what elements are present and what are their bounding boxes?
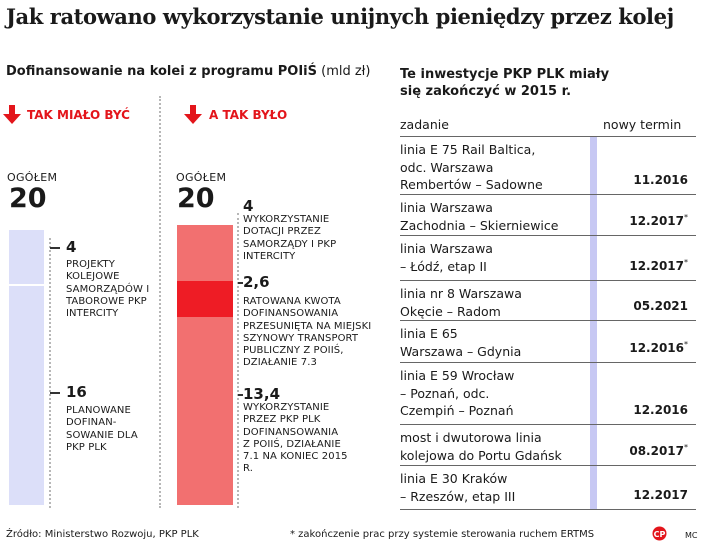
row-divider [400, 320, 696, 321]
chart1-bracket-line [49, 238, 51, 508]
table-title-line1: Te inwestycje PKP PLK miały [400, 67, 610, 82]
chart2-seg1-label: WYKORZYSTANIE DOTACJI PRZEZ SAMORZĄDY I PKP INTERCITY [243, 214, 337, 262]
row-divider [400, 235, 696, 236]
table-title [400, 66, 609, 100]
table-row-task [400, 141, 600, 194]
table-row-task [400, 199, 600, 234]
task-text-line: Okęcie – Radom [400, 303, 501, 319]
column-separator [159, 96, 161, 508]
chart2-seg3-pointer [238, 394, 243, 396]
term-value: 08.2017 [629, 444, 684, 458]
down-arrow-icon [2, 105, 22, 125]
task-text-line: Czempiń – Poznań [400, 403, 514, 418]
page-title: Jak ratowano wykorzystanie unijnych pieniędzy przez kolej [6, 4, 674, 29]
chart2-seg3-value: 13,4 [243, 385, 281, 403]
chart2-stacked-bar [177, 225, 233, 505]
term-value: 12.2017 [633, 488, 688, 502]
chart2-bar-segment [177, 317, 233, 505]
table-row-term [633, 487, 688, 502]
chart2-bar-segment [177, 225, 233, 281]
task-text-line: linia E 65 [400, 326, 458, 341]
chart1-bar-segment [9, 285, 44, 505]
term-footnote-mark: * [684, 213, 688, 222]
chart1-seg1-label: PROJEKTY KOLEJOWE SAMORZĄDÓW I TABOROWE PKP INTERCITY [66, 259, 150, 320]
task-text-line: odc. Warszawa [400, 159, 494, 175]
author-credit: MC [685, 531, 698, 540]
chart1-segment-divider [9, 284, 44, 286]
footnote: * zakończenie prac przy systemie sterowania ruchem ERTMS [290, 529, 595, 540]
term-footnote-mark: * [684, 258, 688, 267]
table-row-task [400, 285, 600, 320]
chart1-seg1-pointer [50, 247, 60, 249]
chart1-header: TAK MIAŁO BYĆ [27, 108, 130, 122]
chart1-seg2-pointer [50, 392, 60, 394]
term-value: 12.2016 [629, 341, 684, 355]
term-footnote-mark: * [684, 340, 688, 349]
chart2-total-value: 20 [177, 183, 215, 214]
task-text-line: linia E 75 Rail Baltica, [400, 142, 536, 157]
subtitle-unit: (mld zł) [321, 64, 371, 79]
table-row-task [400, 470, 600, 505]
table-row-term [633, 402, 688, 417]
chart1-seg1-value: 4 [66, 238, 77, 256]
table-row-task [400, 325, 600, 360]
table-row-task [400, 367, 600, 420]
chart2-seg2-label: RATOWANA KWOTA DOFINANSOWANIA PRZESUNIĘTA NA MIEJSKI SZYNOWY TRANSPORT PUBLICZNY Z POIIŚ, DZIAŁANIE 7.3 [243, 296, 372, 369]
term-footnote-mark: * [684, 443, 688, 452]
chart2-seg3-label: WYKORZYSTANIE PRZEZ PKP PLK DOFINANSOWANIA Z POIIŚ, DZIAŁANIE 7.1 NA KONIEC 2015 R. [243, 402, 348, 475]
chart2-seg1-value: 4 [243, 197, 254, 215]
task-text-line: linia Warszawa [400, 200, 493, 215]
chart2-seg2-pointer [238, 282, 243, 284]
chart2-header: A TAK BYŁO [209, 108, 288, 122]
source-note: Źródło: Ministerstwo Rozwoju, PKP PLK [6, 529, 199, 540]
task-text-line: most i dwutorowa linia [400, 430, 542, 445]
table-row-task [400, 240, 600, 275]
task-text-line: Warszawa – Gdynia [400, 343, 522, 359]
chart1-seg2-value: 16 [66, 383, 87, 401]
term-value: 05.2021 [633, 299, 688, 313]
task-text-line: linia nr 8 Warszawa [400, 286, 522, 301]
subtitle-main: Dofinansowanie na kolei z programu POIiŚ [6, 64, 317, 79]
row-divider [400, 362, 696, 363]
task-text-line: linia E 30 Kraków [400, 471, 508, 486]
chart2-bracket-line [237, 213, 239, 508]
chart2-seg2-value: 2,6 [243, 273, 270, 291]
publisher-logo-text: CP [653, 530, 666, 539]
task-text-line: Zachodnia – Skierniewice [400, 217, 559, 233]
row-divider [400, 280, 696, 281]
task-text-line: – Poznań, odc. [400, 385, 490, 401]
chart1-seg2-label: PLANOWANE DOFINAN-SOWANIE DLA PKP PLK [66, 405, 138, 453]
table-row-term [629, 213, 688, 228]
down-arrow-icon [183, 105, 203, 125]
term-value: 11.2016 [633, 173, 688, 187]
chart1-total-label: OGÓŁEM [7, 171, 58, 184]
row-divider [400, 465, 696, 466]
table-row-term [629, 443, 688, 458]
chart1-bar-segment [9, 230, 44, 285]
chart2-bar-segment [177, 281, 233, 317]
chart1-total-value: 20 [9, 183, 47, 214]
chart2-total-label: OGÓŁEM [176, 171, 227, 184]
row-divider [400, 136, 696, 137]
table-row-term [633, 172, 688, 187]
row-divider [400, 194, 696, 195]
chart-subtitle [6, 64, 370, 79]
term-value: 12.2017 [629, 214, 684, 228]
task-text-line: – Rzeszów, etap III [400, 488, 516, 504]
publisher-logo [652, 526, 669, 541]
column-header-task: zadanie [400, 117, 449, 132]
table-row-term [629, 258, 688, 273]
row-divider [400, 424, 696, 425]
table-row-term [629, 340, 688, 355]
task-text-line: – Łódź, etap II [400, 258, 487, 274]
row-divider [400, 509, 696, 510]
task-text-line: Rembertów – Sadowne [400, 177, 543, 192]
column-header-term: nowy termin [603, 117, 682, 132]
table-row-term [633, 298, 688, 313]
term-value: 12.2017 [629, 259, 684, 273]
task-text-line: kolejowa do Portu Gdańsk [400, 447, 562, 463]
task-text-line: linia Warszawa [400, 241, 493, 256]
chart1-stacked-bar [9, 230, 44, 505]
task-text-line: linia E 59 Wrocław [400, 368, 515, 383]
term-value: 12.2016 [633, 403, 688, 417]
table-row-task [400, 429, 600, 464]
table-title-line2: się zakończyć w 2015 r. [400, 84, 572, 99]
